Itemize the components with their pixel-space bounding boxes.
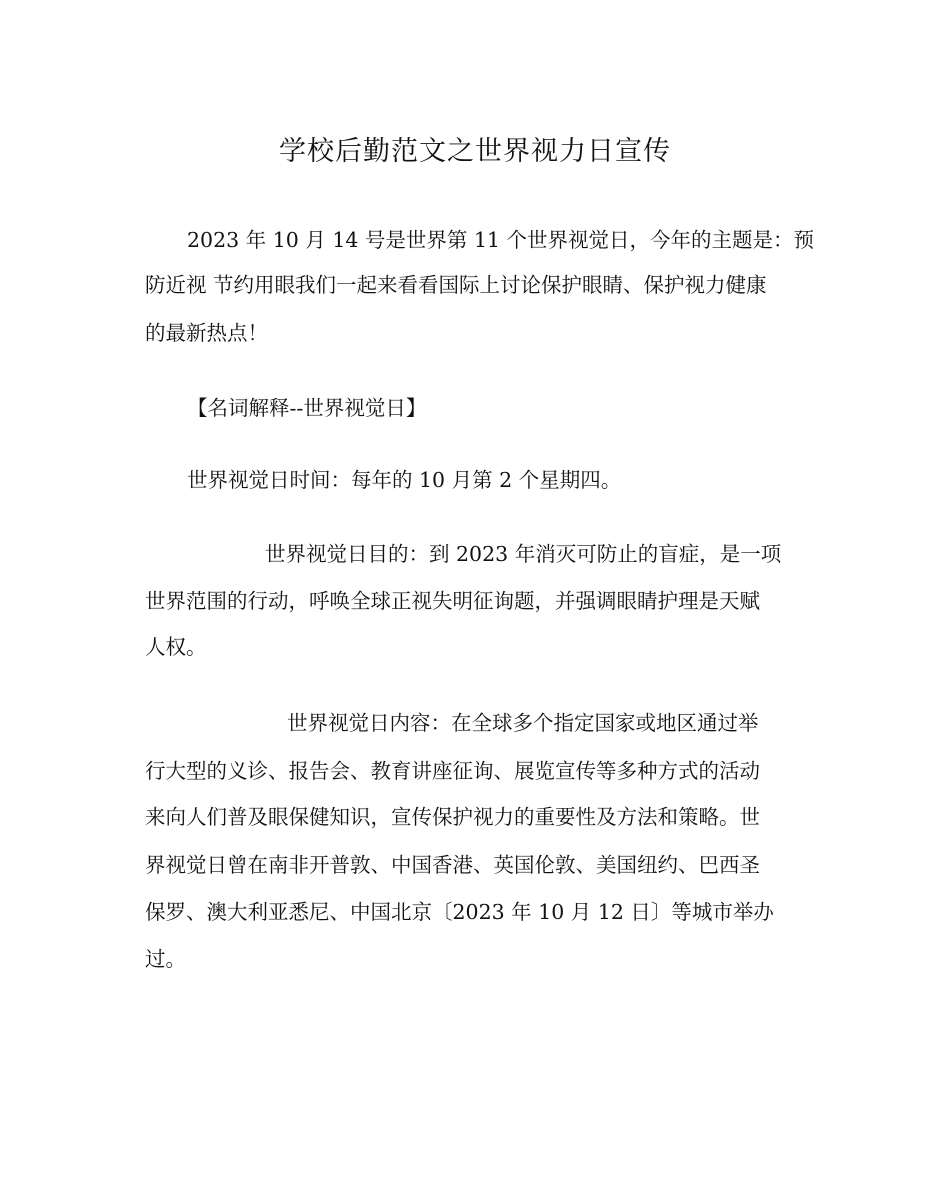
- purpose-line-1: 世界视觉日目的：到 2023 年消灭可防止的盲症，是一项: [265, 542, 782, 566]
- content-line-3: 来向人们普及眼保健知识，宣传保护视力的重要性及方法和策略。世: [145, 805, 760, 829]
- content-line-2: 行大型的义诊、报告会、教育讲座征询、展览宣传等多种方式的活动: [145, 759, 760, 783]
- time-line: 世界视觉日时间：每年的 10 月第 2 个星期四。: [187, 468, 622, 492]
- purpose-line-3: 人权。: [145, 635, 207, 659]
- content-line-5: 保罗、澳大利亚悉尼、中国北京〔2023 年 10 月 12 日〕等城市举办: [145, 900, 774, 924]
- content-line-4: 界视觉日曾在南非开普敦、中国香港、英国伦敦、美国纽约、巴西圣: [145, 853, 760, 877]
- paragraph1-line-2: 防近视 节约用眼我们一起来看看国际上讨论保护眼睛、保护视力健康: [145, 273, 767, 297]
- paragraph1-line-3: 的最新热点！: [145, 321, 268, 345]
- content-line-6: 过。: [145, 947, 186, 971]
- paragraph1-line-1: 2023 年 10 月 14 号是世界第 11 个世界视觉日，今年的主题是：预: [187, 228, 815, 252]
- purpose-line-2: 世界范围的行动，呼唤全球正视失明征询题，并强调眼睛护理是天赋: [145, 589, 760, 613]
- content-line-1: 世界视觉日内容：在全球多个指定国家或地区通过举: [287, 711, 759, 735]
- document-title: 学校后勤范文之世界视力日宣传: [279, 136, 671, 167]
- term-heading: 【名词解释--世界视觉日】: [187, 396, 427, 420]
